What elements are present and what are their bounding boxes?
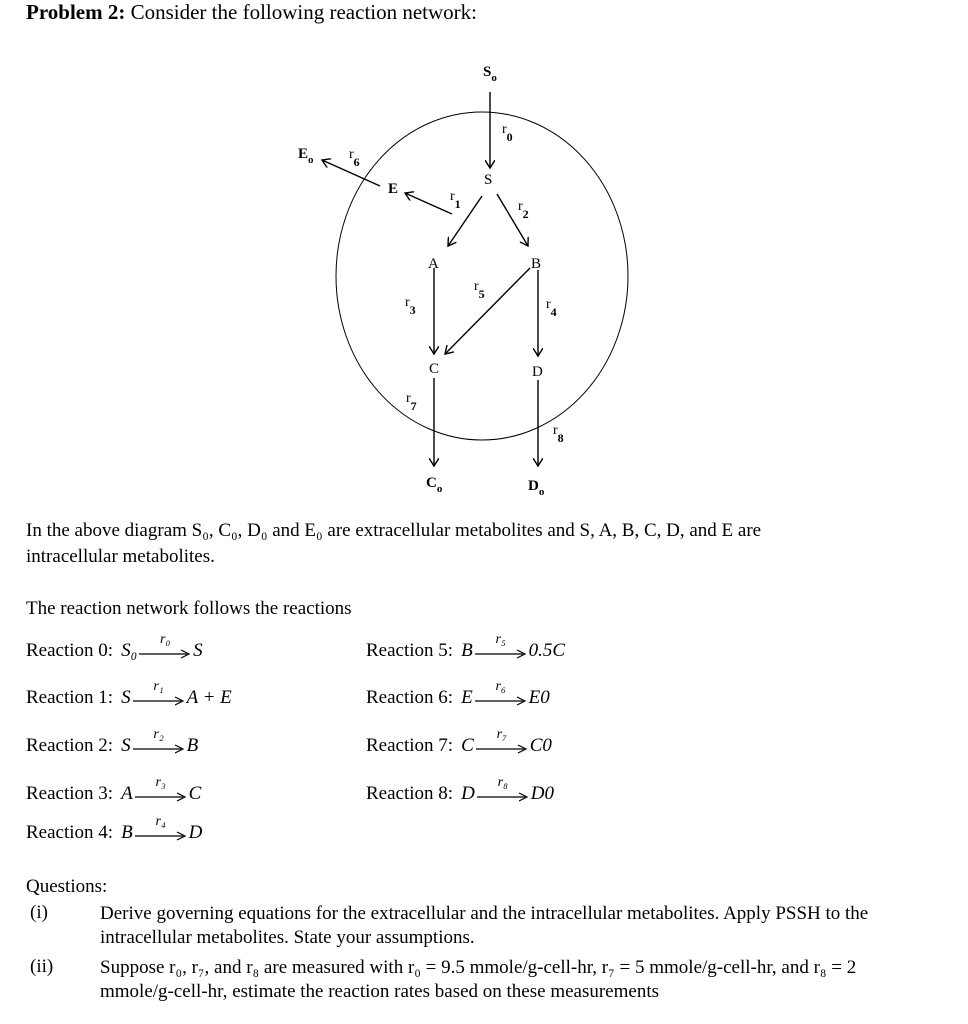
reaction-label: Reaction 8: <box>366 783 454 804</box>
reaction-rhs: D0 <box>530 783 555 804</box>
reaction-rate: r₇ <box>496 727 507 742</box>
reaction-equation <box>461 679 550 709</box>
rate-label-r0: r0 <box>502 122 513 144</box>
reaction-rhs: B <box>186 735 199 756</box>
reaction-rhs: A + E <box>186 687 232 708</box>
reaction-equation <box>121 679 232 709</box>
reactions-intro: The reaction network follows the reactions <box>26 598 352 619</box>
node-S: S <box>484 172 493 188</box>
rate-label-r6: r6 <box>349 147 360 169</box>
reaction-label: Reaction 2: <box>26 735 114 756</box>
reaction-arrow <box>475 632 527 662</box>
reaction-arrow <box>139 632 191 662</box>
reaction-rhs: S <box>193 640 203 661</box>
node-A: A <box>428 256 439 272</box>
reaction-rhs: E0 <box>528 687 550 708</box>
node-C0: $C_o$ <box>426 475 443 495</box>
reaction-equation <box>121 632 203 662</box>
reaction-arrow <box>475 679 527 709</box>
reaction-lhs: C <box>461 735 474 756</box>
node-S0: $S_o$ <box>483 64 497 84</box>
reaction-rate: r₅ <box>495 632 506 647</box>
reaction-rate: r₈ <box>497 775 508 790</box>
node-B: B <box>531 256 542 272</box>
reaction-equation <box>121 727 199 757</box>
reaction-arrow <box>135 775 187 805</box>
reaction-lhs: B <box>121 822 133 843</box>
reaction-row <box>26 727 199 757</box>
reaction-row <box>366 632 566 662</box>
reaction-equation <box>461 632 566 662</box>
reaction-label: Reaction 7: <box>366 735 454 756</box>
problem-label: Problem 2: <box>26 0 126 24</box>
node-C: C <box>429 361 440 377</box>
rate-label-r2: r2 <box>518 199 529 221</box>
reaction-network-diagram <box>0 0 968 510</box>
reaction-rhs: D <box>188 822 203 843</box>
rate-label-r8: r8 <box>553 423 564 445</box>
question-number: (i) <box>30 902 48 923</box>
reaction-row <box>366 727 552 757</box>
reaction-lhs: S <box>121 687 131 708</box>
reaction-lhs: A <box>121 783 133 804</box>
reaction-equation <box>461 727 552 757</box>
problem-text: Consider the following reaction network: <box>130 0 478 24</box>
reaction-lhs: S <box>121 735 131 756</box>
reaction-arrow <box>133 679 185 709</box>
reaction-row <box>26 679 232 709</box>
reaction-lhs: E <box>461 687 473 708</box>
reaction-rate: r₄ <box>155 814 166 829</box>
rate-label-r4: r4 <box>546 297 557 319</box>
rate-label-r5: r5 <box>474 279 485 301</box>
reaction-arrow <box>476 727 528 757</box>
reaction-lhs: B <box>461 640 473 661</box>
node-D: D <box>532 364 543 380</box>
reaction-arrow <box>477 775 529 805</box>
rate-label-r7: r7 <box>406 391 417 413</box>
question-number: (ii) <box>30 956 54 977</box>
cell-membrane <box>336 112 628 440</box>
reaction-rate: r₃ <box>155 775 166 790</box>
reaction-row <box>366 775 555 805</box>
reaction-equation <box>121 814 203 844</box>
reaction-lhs: S₀ <box>121 640 138 661</box>
question-text: Derive governing equations for the extracellular and the intracellular metabolites. Apply PSSH to the intracellular metabolites. State your assumptions. <box>100 903 869 948</box>
reaction-row <box>26 775 202 805</box>
reaction-rhs: C <box>188 783 202 804</box>
questions-heading: Questions: <box>26 876 108 897</box>
description-line-1: In the above diagram S₀, C₀, D₀ and E₀ are extracellular metabolites and S, A, B, C, D, and E are <box>26 520 762 541</box>
node-E: E <box>388 181 399 197</box>
question-text: Suppose r₀, r₇, and r₈ are measured with r₀ = 9.5 mmole/g-cell-hr, r₇ = 5 mmole/g-cell-hr, and r₈ = 2 mmole/g-cell-hr, estimate the reaction rates based on these measurements <box>100 957 857 1002</box>
rate-label-r3: r3 <box>405 295 416 317</box>
node-E0: $E_o$ <box>298 146 314 166</box>
reaction-row <box>26 632 203 662</box>
reaction-row <box>366 679 550 709</box>
reaction-rhs: C0 <box>529 735 552 756</box>
node-D0: $D_o$ <box>528 478 545 498</box>
reaction-rhs: 0.5C <box>528 640 566 661</box>
description-line-2: intracellular metabolites. <box>26 546 215 567</box>
reaction-label: Reaction 6: <box>366 687 454 708</box>
reaction-arrow <box>135 814 187 844</box>
rate-label-r1: r1 <box>450 189 461 211</box>
reaction-label: Reaction 1: <box>26 687 114 708</box>
reaction-label: Reaction 0: <box>26 640 114 661</box>
reaction-lhs: D <box>461 783 475 804</box>
reaction-rate: r₆ <box>495 679 506 694</box>
reaction-label: Reaction 3: <box>26 783 114 804</box>
reaction-rate: r₂ <box>153 727 164 742</box>
reaction-row <box>26 814 203 844</box>
reaction-equation <box>461 775 555 805</box>
reaction-rate: r₁ <box>153 679 164 694</box>
reaction-label: Reaction 4: <box>26 822 114 843</box>
reaction-equation <box>121 775 202 805</box>
reaction-label: Reaction 5: <box>366 640 454 661</box>
reaction-arrow <box>133 727 185 757</box>
reaction-rate: r₀ <box>160 632 171 647</box>
